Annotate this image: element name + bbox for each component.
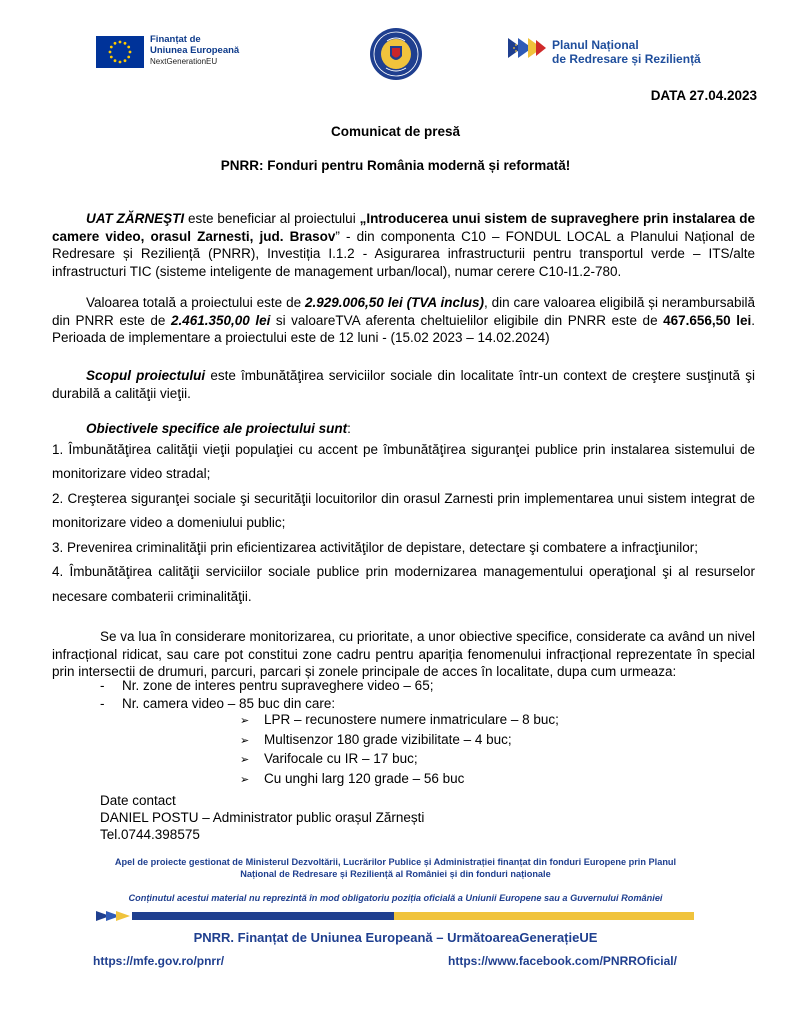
government-seal-icon bbox=[368, 26, 424, 82]
eu-line3: NextGenerationEU bbox=[150, 57, 218, 66]
contact-heading: Date contact bbox=[100, 793, 176, 808]
contact-block bbox=[100, 792, 424, 843]
objectives-label: Obiectivele specifice ale proiectului sunt bbox=[86, 421, 348, 436]
list-item bbox=[240, 750, 559, 770]
footer-slogan: PNRR. Finanțat de Uniunea Europeană – UrmătoareaGenerațieUE bbox=[193, 930, 598, 945]
arrow-bullet-icon: ➢ bbox=[240, 734, 250, 747]
pnrr-line1: Planul Național bbox=[552, 38, 639, 52]
contact-person: DANIEL POSTU – Administrator public orașul Zărnești bbox=[100, 810, 425, 825]
press-release-date: DATA 27.04.2023 bbox=[650, 88, 757, 103]
funding-note-line2: Național de Redresare și Reziliență al României și din fonduri naționale bbox=[240, 869, 551, 879]
project-name: Introducerea unui sistem de supraveghere prin instalarea de camere video, orasul Zarnesti, jud. Brasov bbox=[52, 211, 756, 244]
objective-item: 3. Prevenirea criminalităţii prin eficientizarea activităţilor de depistare, detectare şi combatere a infracţiunilor; bbox=[52, 539, 699, 555]
purpose-text: este îmbunătăţirea serviciilor sociale din localitate într-un context de creştere susţinută şi durabilă a calităţii vieţii. bbox=[52, 368, 755, 401]
p2-text2: , din care valoarea eligibilă și nerambursabilă din PNRR este de bbox=[52, 295, 755, 328]
paragraph-purpose bbox=[52, 367, 755, 402]
objectives-section bbox=[52, 420, 755, 609]
list-item-text: Varifocale cu IR – 17 buc; bbox=[264, 751, 418, 766]
eu-flag-icon bbox=[96, 36, 144, 68]
paragraph-monitoring bbox=[52, 628, 755, 681]
eu-line2: Uniunea Europeană bbox=[150, 45, 240, 56]
facebook-link[interactable]: https://www.facebook.com/PNRROficial/ bbox=[448, 954, 677, 968]
eligible-value: 2.461.350,00 lei bbox=[170, 312, 271, 328]
eu-funding-label bbox=[150, 34, 239, 67]
list-item bbox=[240, 731, 559, 751]
p1-text2: ” - din componenta C10 – FONDUL LOCAL a Planului Național de Redresare și Reziliență (PNRR), Investiția I.1.2 - Asigurarea infrastructurii pentru transportul verde – ITS/alte infrastructuri TIC (sisteme inteligente de management urban/local), numar cerere C10-I1.2-780. bbox=[52, 228, 756, 279]
beneficiary-name: UAT ZĂRNEŞTI bbox=[86, 211, 185, 226]
arrow-bullet-icon: ➢ bbox=[240, 754, 250, 766]
list-item bbox=[240, 711, 559, 731]
p1-quote-open: „ bbox=[359, 211, 367, 226]
total-value: 2.929.006,50 lei (TVA inclus) bbox=[304, 295, 484, 310]
paragraph-value bbox=[52, 294, 755, 347]
list-item-text: Nr. camera video – 85 buc din care: bbox=[122, 695, 336, 711]
mfe-link[interactable]: https://mfe.gov.ro/pnrr/ bbox=[93, 954, 225, 968]
page-subtitle: PNRR: Fonduri pentru România modernă și reformată! bbox=[220, 158, 571, 173]
arrow-bullet-icon: ➢ bbox=[240, 773, 250, 786]
list-item-text: Cu unghi larg 120 grade – 56 buc bbox=[264, 770, 465, 786]
header-logos bbox=[0, 26, 791, 86]
pnrr-line2: de Redresare și Reziliență bbox=[552, 52, 701, 66]
list-item-text: Nr. zone de interes pentru supraveghere video – 65; bbox=[122, 678, 434, 693]
camera-types-list bbox=[240, 711, 559, 789]
paragraph-beneficiary bbox=[52, 210, 755, 280]
contact-phone: Tel.0744.398575 bbox=[100, 827, 200, 842]
monitoring-text: Se va lua în considerare monitorizarea, cu prioritate, a unor obiective specifice, considerate ca având un nivel infracțional ridicat, sau care pot constitui zone cadru pentru apariția fenomenului infracțional reprezentate în special prin intersectii de drumuri, parcuri, parcari și zonele principale de acces în localitate, dupa cum urmeaza: bbox=[52, 629, 755, 679]
dash-bullet: - bbox=[100, 678, 105, 693]
p2-text3: si valoareTVA aferenta cheltuielilor eligibile din PNRR este de bbox=[270, 312, 664, 328]
funding-note-line1: Apel de proiecte gestionat de Ministerul Dezvoltării, Lucrărilor Publice și Administrației finanțat din fonduri Europene prin Planul bbox=[114, 857, 677, 867]
page-title: Comunicat de presă bbox=[330, 124, 461, 139]
list-item bbox=[100, 695, 433, 713]
objective-item: 2. Creşterea siguranţei sociale şi securităţii locuitorilor din orasul Zarnesti prin implementarea unui sistem integrat de monitorizare video a domeniului public; bbox=[52, 490, 755, 530]
pnrr-logo-icon bbox=[508, 36, 548, 60]
objectives-colon: : bbox=[347, 421, 351, 436]
dash-bullet: - bbox=[100, 695, 105, 711]
list-item bbox=[240, 770, 559, 790]
purpose-label: Scopul proiectului bbox=[86, 368, 206, 383]
p2-text1: Valoarea totală a proiectului este de bbox=[86, 295, 305, 310]
funding-note bbox=[0, 856, 791, 880]
footer-stripe bbox=[96, 908, 698, 918]
list-item bbox=[100, 677, 433, 695]
objective-item: 4. Îmbunătăţirea calităţii serviciilor sociale publice prin modernizarea managementului operaţional şi al resurselor necesare combaterii criminalităţii. bbox=[52, 564, 755, 604]
arrow-bullet-icon: ➢ bbox=[240, 715, 250, 727]
pnrr-label bbox=[552, 38, 701, 66]
disclaimer: Conținutul acestui material nu reprezintă în mod obligatoriu poziția oficială a Uniunii Europene sau a Guvernului României bbox=[128, 893, 663, 903]
vat-value: 467.656,50 lei bbox=[663, 312, 752, 328]
objective-item: 1. Îmbunătăţirea calităţii vieţii populaţiei cu accent pe îmbunătăţirea siguranţei publice prin instalarea sistemului de monitorizare video stradal; bbox=[52, 441, 755, 481]
p2-text4: . Perioada de implementare a proiectului este de 12 luni - (15.02 2023 – 14.02.2024) bbox=[52, 312, 756, 345]
list-item-text: LPR – recunostere numere inmatriculare – 8 buc; bbox=[264, 712, 559, 727]
list-item-text: Multisenzor 180 grade vizibilitate – 4 buc; bbox=[264, 731, 512, 747]
monitoring-list bbox=[100, 677, 433, 712]
p1-text1: este beneficiar al proiectului bbox=[184, 211, 360, 226]
eu-line1: Finanțat de bbox=[150, 34, 201, 45]
